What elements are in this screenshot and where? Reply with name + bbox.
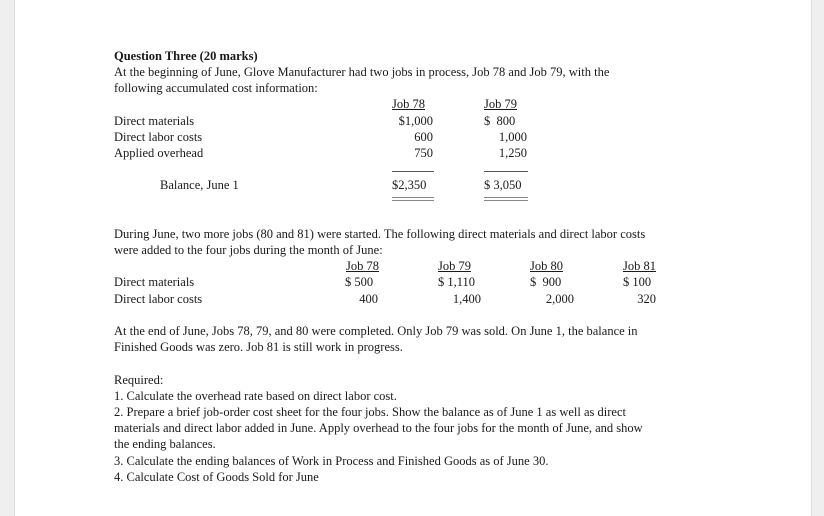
- paragraph3-line-2: Finished Goods was zero. Job 81 is still work in progress.: [114, 340, 403, 354]
- total-double-rule: [484, 197, 528, 201]
- intro-line-2: following accumulated cost information:: [114, 81, 318, 95]
- required-item-2-line-1: 2. Prepare a brief job-order cost sheet for the four jobs. Show the balance as of June 1 as well as direct: [114, 405, 626, 419]
- table2-cell: 1,400: [452, 292, 481, 306]
- table1-cell: 1,000: [498, 130, 527, 144]
- required-item-4: 4. Calculate Cost of Goods Sold for June: [114, 470, 319, 484]
- table1-cell: $ 800: [484, 114, 516, 128]
- table2-cell: $ 500: [345, 275, 374, 289]
- table2-cell: 400: [359, 292, 378, 306]
- table2-header-job81: Job 81: [623, 259, 656, 273]
- table1-cell: 750: [414, 146, 433, 160]
- intro-line-1: At the beginning of June, Glove Manufacturer had two jobs in process, Job 78 and Job 79, with the: [114, 65, 610, 79]
- required-item-2-line-3: the ending balances.: [114, 437, 216, 451]
- paragraph2-line-1: During June, two more jobs (80 and 81) were started. The following direct materials and direct labor costs: [114, 227, 646, 241]
- table2-header-job79: Job 79: [438, 259, 471, 273]
- total-double-rule: [392, 197, 434, 201]
- table1-row-label: Applied overhead: [114, 146, 204, 160]
- table1-cell: 1,250: [498, 146, 527, 160]
- table1-cell: 600: [414, 130, 433, 144]
- balance-label: Balance, June 1: [160, 178, 239, 192]
- balance-job78: $2,350: [392, 178, 427, 192]
- subtotal-rule: [484, 171, 528, 172]
- paragraph3-line-1: At the end of June, Jobs 78, 79, and 80 were completed. Only Job 79 was sold. On June 1, the balance in: [114, 324, 638, 338]
- required-item-2-line-2: materials and direct labor added in June. Apply overhead to the four jobs for the month of June, and show: [114, 421, 643, 435]
- required-item-3: 3. Calculate the ending balances of Work in Process and Finished Goods as of June 30.: [114, 454, 549, 468]
- table2-row-label: Direct labor costs: [114, 292, 203, 306]
- table1-row-label: Direct labor costs: [114, 130, 203, 144]
- table2-header-job78: Job 78: [346, 259, 379, 273]
- table1-cell: $1,000: [398, 114, 433, 128]
- paragraph2-line-2: were added to the four jobs during the month of June:: [114, 243, 383, 257]
- table2-cell: $ 1,110: [438, 275, 476, 289]
- required-item-1: 1. Calculate the overhead rate based on direct labor cost.: [114, 389, 397, 403]
- table1-header-job79: Job 79: [484, 97, 517, 111]
- table2-cell: 2,000: [545, 292, 574, 306]
- table2-header-job80: Job 80: [530, 259, 563, 273]
- table2-cell: $ 900: [530, 275, 562, 289]
- required-heading: Required:: [114, 373, 164, 387]
- document-page: [14, 0, 812, 516]
- table1-header-job78: Job 78: [392, 97, 425, 111]
- subtotal-rule: [392, 171, 434, 172]
- table2-row-label: Direct materials: [114, 275, 195, 289]
- question-title: Question Three (20 marks): [114, 49, 258, 63]
- table2-cell: 320: [637, 292, 656, 306]
- balance-job79: $ 3,050: [484, 178, 522, 192]
- table1-row-label: Direct materials: [114, 114, 195, 128]
- table2-cell: $ 100: [623, 275, 652, 289]
